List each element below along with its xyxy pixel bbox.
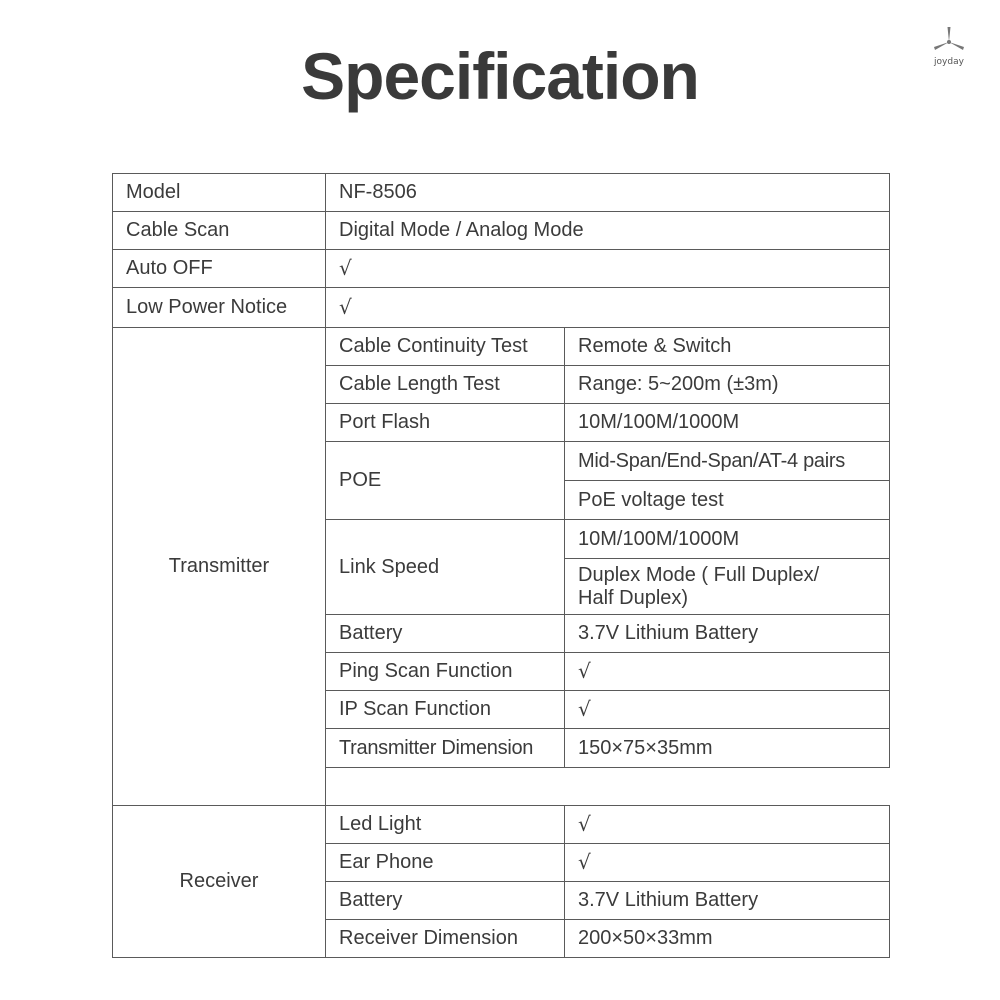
spec-label: Battery bbox=[326, 882, 565, 920]
spec-label: IP Scan Function bbox=[326, 691, 565, 729]
check-mark: √ bbox=[565, 844, 890, 882]
table-row bbox=[113, 328, 890, 366]
spec-value: Mid-Span/End-Span/AT-4 pairs bbox=[565, 442, 890, 481]
spec-value: PoE voltage test bbox=[565, 481, 890, 520]
spec-label: Ping Scan Function bbox=[326, 653, 565, 691]
table-row bbox=[113, 288, 890, 328]
spec-value: 10M/100M/1000M bbox=[565, 520, 890, 559]
specification-table bbox=[112, 173, 890, 958]
logo-text: joyday bbox=[934, 57, 964, 67]
spec-label: Cable Scan bbox=[113, 212, 326, 250]
spec-value: 3.7V Lithium Battery bbox=[565, 615, 890, 653]
table-row bbox=[113, 250, 890, 288]
spec-value: 200×50×33mm bbox=[565, 920, 890, 958]
spec-value: 150×75×35mm bbox=[565, 729, 890, 768]
spec-value: Digital Mode / Analog Mode bbox=[326, 212, 890, 250]
spec-label: Led Light bbox=[326, 806, 565, 844]
spec-value bbox=[565, 559, 890, 615]
spec-label: Auto OFF bbox=[113, 250, 326, 288]
spec-label: Low Power Notice bbox=[113, 288, 326, 328]
group-label-receiver: Receiver bbox=[113, 806, 326, 958]
spec-label: Link Speed bbox=[326, 520, 565, 615]
group-label-transmitter: Transmitter bbox=[113, 328, 326, 806]
check-mark: √ bbox=[326, 250, 890, 288]
brand-logo bbox=[926, 26, 972, 67]
check-mark: √ bbox=[326, 288, 890, 328]
check-mark: √ bbox=[565, 806, 890, 844]
spec-value: Remote & Switch bbox=[565, 328, 890, 366]
spec-value: 10M/100M/1000M bbox=[565, 404, 890, 442]
check-mark: √ bbox=[565, 691, 890, 729]
spec-label: Ear Phone bbox=[326, 844, 565, 882]
spec-label: Cable Continuity Test bbox=[326, 328, 565, 366]
table-row bbox=[113, 174, 890, 212]
table-row bbox=[113, 212, 890, 250]
spec-label: Transmitter Dimension bbox=[326, 729, 565, 768]
spec-value: NF-8506 bbox=[326, 174, 890, 212]
spec-label: Cable Length Test bbox=[326, 366, 565, 404]
duplex-line-1: Duplex Mode ( Full Duplex/ bbox=[578, 563, 820, 586]
spec-label: Port Flash bbox=[326, 404, 565, 442]
spec-label: Battery bbox=[326, 615, 565, 653]
propeller-logo-icon bbox=[932, 26, 966, 56]
spec-label: POE bbox=[326, 442, 565, 520]
spec-value: Range: 5~200m (±3m) bbox=[565, 366, 890, 404]
page-title: Specification bbox=[301, 39, 699, 113]
spec-label: Model bbox=[113, 174, 326, 212]
spec-value: 3.7V Lithium Battery bbox=[565, 882, 890, 920]
duplex-line-2: Half Duplex) bbox=[578, 586, 689, 609]
spec-label: Receiver Dimension bbox=[326, 920, 565, 958]
check-mark: √ bbox=[565, 653, 890, 691]
table-row bbox=[113, 806, 890, 844]
